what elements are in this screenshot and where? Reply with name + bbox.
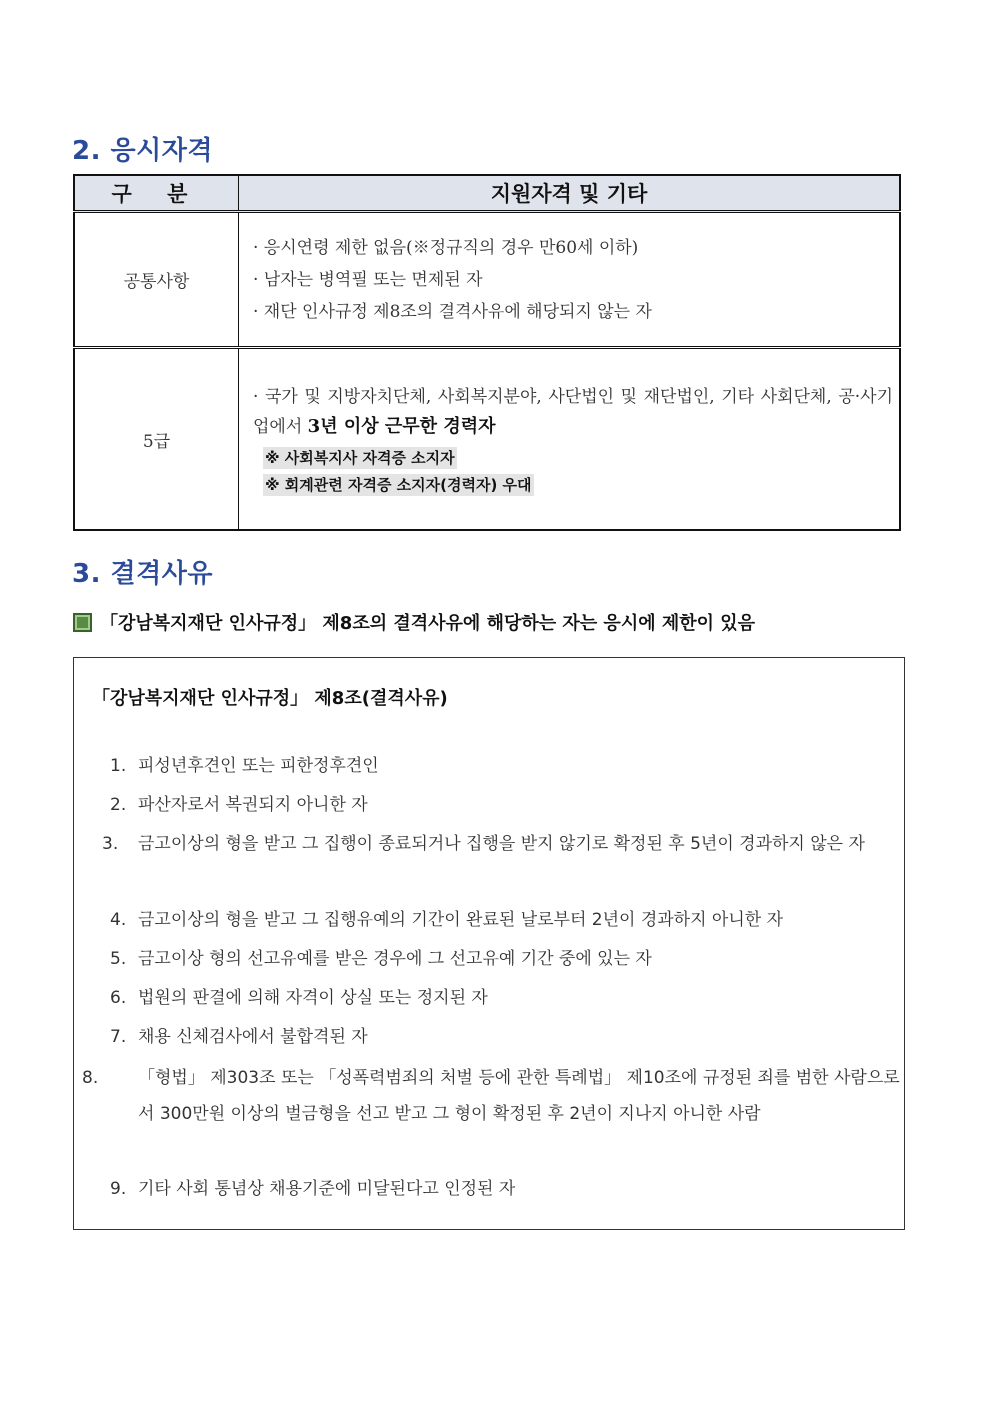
table-header-row xyxy=(74,175,900,212)
row-category: 5급 xyxy=(74,348,239,531)
list-item xyxy=(110,902,900,938)
list-item xyxy=(110,980,900,1016)
item-number: 2. xyxy=(110,795,127,815)
item-number: 3. xyxy=(102,834,119,854)
row-category: 공통사항 xyxy=(74,212,239,348)
note-line: ※ 사회복지사 자격증 소지자 xyxy=(265,449,455,467)
regulation-title: 「강남복지재단 인사규정」 제8조(결격사유) xyxy=(92,688,448,709)
list-item xyxy=(82,1060,900,1132)
qualification-line: · 재단 인사규정 제8조의 결격사유에 해당되지 않는 자 xyxy=(253,301,652,322)
item-text: 금고이상 형의 선고유예를 받은 경우에 그 선고유예 기간 중에 있는 자 xyxy=(138,949,652,969)
square-bullet-icon xyxy=(73,613,92,632)
item-number: 1. xyxy=(110,756,127,776)
qualification-text: · 국가 및 지방자치단체, 사회복지분야, 사단법인 및 재단법인, 기타 사회단체, 공·사기업에서 xyxy=(253,387,893,437)
list-item xyxy=(110,787,900,823)
item-text: 채용 신체검사에서 불합격된 자 xyxy=(138,1027,368,1047)
item-text: 피성년후견인 또는 피한정후견인 xyxy=(138,756,379,776)
item-text: 파산자로서 복권되지 아니한 자 xyxy=(138,795,368,815)
list-item xyxy=(110,1019,900,1055)
item-number: 6. xyxy=(110,988,127,1008)
header-category: 구 분 xyxy=(74,175,239,212)
list-item xyxy=(110,941,900,977)
section-2-title: 2. 응시자격 xyxy=(72,136,213,166)
list-item xyxy=(110,1171,900,1207)
item-text: 「형법」 제303조 또는 「성폭력범죄의 처벌 등에 관한 특례법」 제10조에 규정된 죄를 범한 사람으로서 300만원 이상의 벌금형을 선고 받고 그 형이 확정된 후 2년이 지나지 아니한 사람 xyxy=(138,1068,900,1124)
item-number: 9. xyxy=(110,1179,127,1199)
item-text: 금고이상의 형을 받고 그 집행이 종료되거나 집행을 받지 않기로 확정된 후 5년이 경과하지 않은 자 xyxy=(138,834,865,854)
item-text: 금고이상의 형을 받고 그 집행유예의 기간이 완료된 날로부터 2년이 경과하지 아니한 자 xyxy=(138,910,784,930)
row-content xyxy=(239,212,901,348)
table-row xyxy=(74,212,900,348)
disqualification-notice xyxy=(73,609,755,635)
list-item xyxy=(110,748,900,784)
qualification-table xyxy=(73,174,901,531)
item-number: 7. xyxy=(110,1027,127,1047)
item-text: 법원의 판결에 의해 자격이 상실 또는 정지된 자 xyxy=(138,988,488,1008)
item-number: 4. xyxy=(110,910,127,930)
qualification-line xyxy=(239,382,899,442)
list-item xyxy=(102,826,900,862)
notice-text: 「강남복지재단 인사규정」 제8조의 결격사유에 해당하는 자는 응시에 제한이 있음 xyxy=(100,613,756,634)
qualification-line: · 남자는 병역필 또는 면제된 자 xyxy=(253,269,483,290)
row-content xyxy=(239,348,901,531)
header-qualification: 지원자격 및 기타 xyxy=(239,175,901,212)
note-line: ※ 회계관련 자격증 소지자(경력자) 우대 xyxy=(265,476,532,494)
section-3-title: 3. 결격사유 xyxy=(72,559,213,589)
qualification-line: · 응시연령 제한 없음(※정규직의 경우 만60세 이하) xyxy=(253,237,639,258)
item-text: 기타 사회 통념상 채용기준에 미달된다고 인정된 자 xyxy=(138,1179,516,1199)
table-row xyxy=(74,348,900,531)
item-number: 5. xyxy=(110,949,127,969)
qualification-emphasis: 3년 이상 근무한 경력자 xyxy=(307,416,496,437)
regulation-box xyxy=(73,657,905,1230)
item-number: 8. xyxy=(82,1068,99,1088)
